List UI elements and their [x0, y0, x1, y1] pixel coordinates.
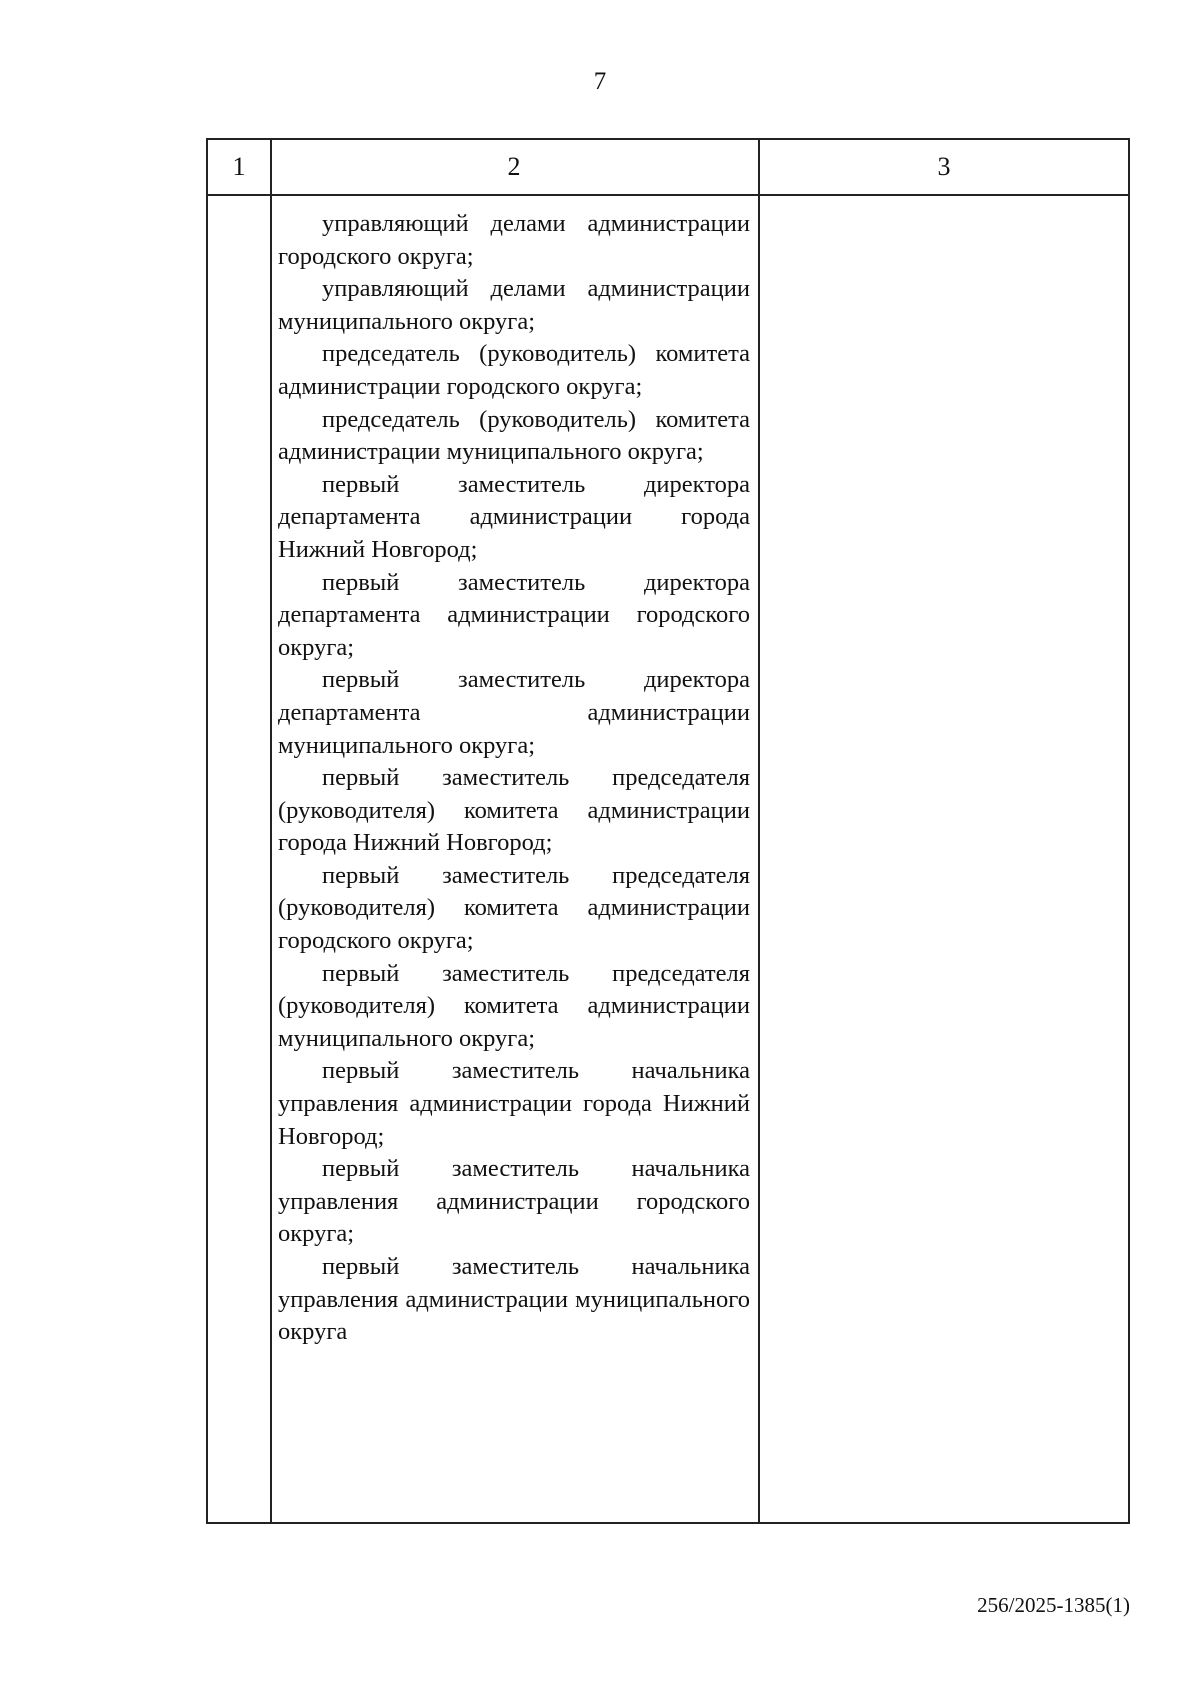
position-entry: первый заместитель директора департамента администрации муниципального округа;	[278, 666, 750, 759]
position-entry: первый заместитель директора департамента администрации города Нижний Новгород;	[278, 470, 750, 563]
position-entry: председатель (руководитель) комитета администрации муниципального округа;	[278, 405, 750, 466]
positions-list	[278, 208, 750, 1349]
column-header-2: 2	[507, 152, 521, 181]
page-number: 7	[593, 68, 607, 95]
document-code: 256/2025-1385(1)	[977, 1593, 1130, 1617]
position-entry: председатель (руководитель) комитета администрации городского округа;	[278, 340, 750, 400]
positions-table	[206, 138, 1130, 1524]
column-divider	[758, 140, 760, 1522]
position-entry: первый заместитель начальника управления администрации городского округа;	[278, 1155, 750, 1248]
position-entry: управляющий делами администрации городского округа;	[278, 210, 750, 270]
position-entry: управляющий делами администрации муниципального округа;	[278, 275, 750, 335]
position-entry: первый заместитель председателя (руководителя) комитета администрации города Нижний Новгород;	[278, 764, 750, 857]
position-entry: первый заместитель директора департамента администрации городского округа;	[278, 568, 750, 661]
position-entry: первый заместитель начальника управления администрации города Нижний Новгород;	[278, 1057, 750, 1150]
column-header-3: 3	[937, 152, 951, 181]
position-entry: первый заместитель начальника управления администрации муниципального округа	[278, 1253, 750, 1346]
header-divider	[208, 194, 1128, 196]
position-entry: первый заместитель председателя (руководителя) комитета администрации муниципального округа;	[278, 959, 750, 1052]
column-header-1: 1	[232, 152, 246, 181]
column-divider	[270, 140, 272, 1522]
position-entry: первый заместитель председателя (руководителя) комитета администрации городского округа;	[278, 861, 750, 955]
